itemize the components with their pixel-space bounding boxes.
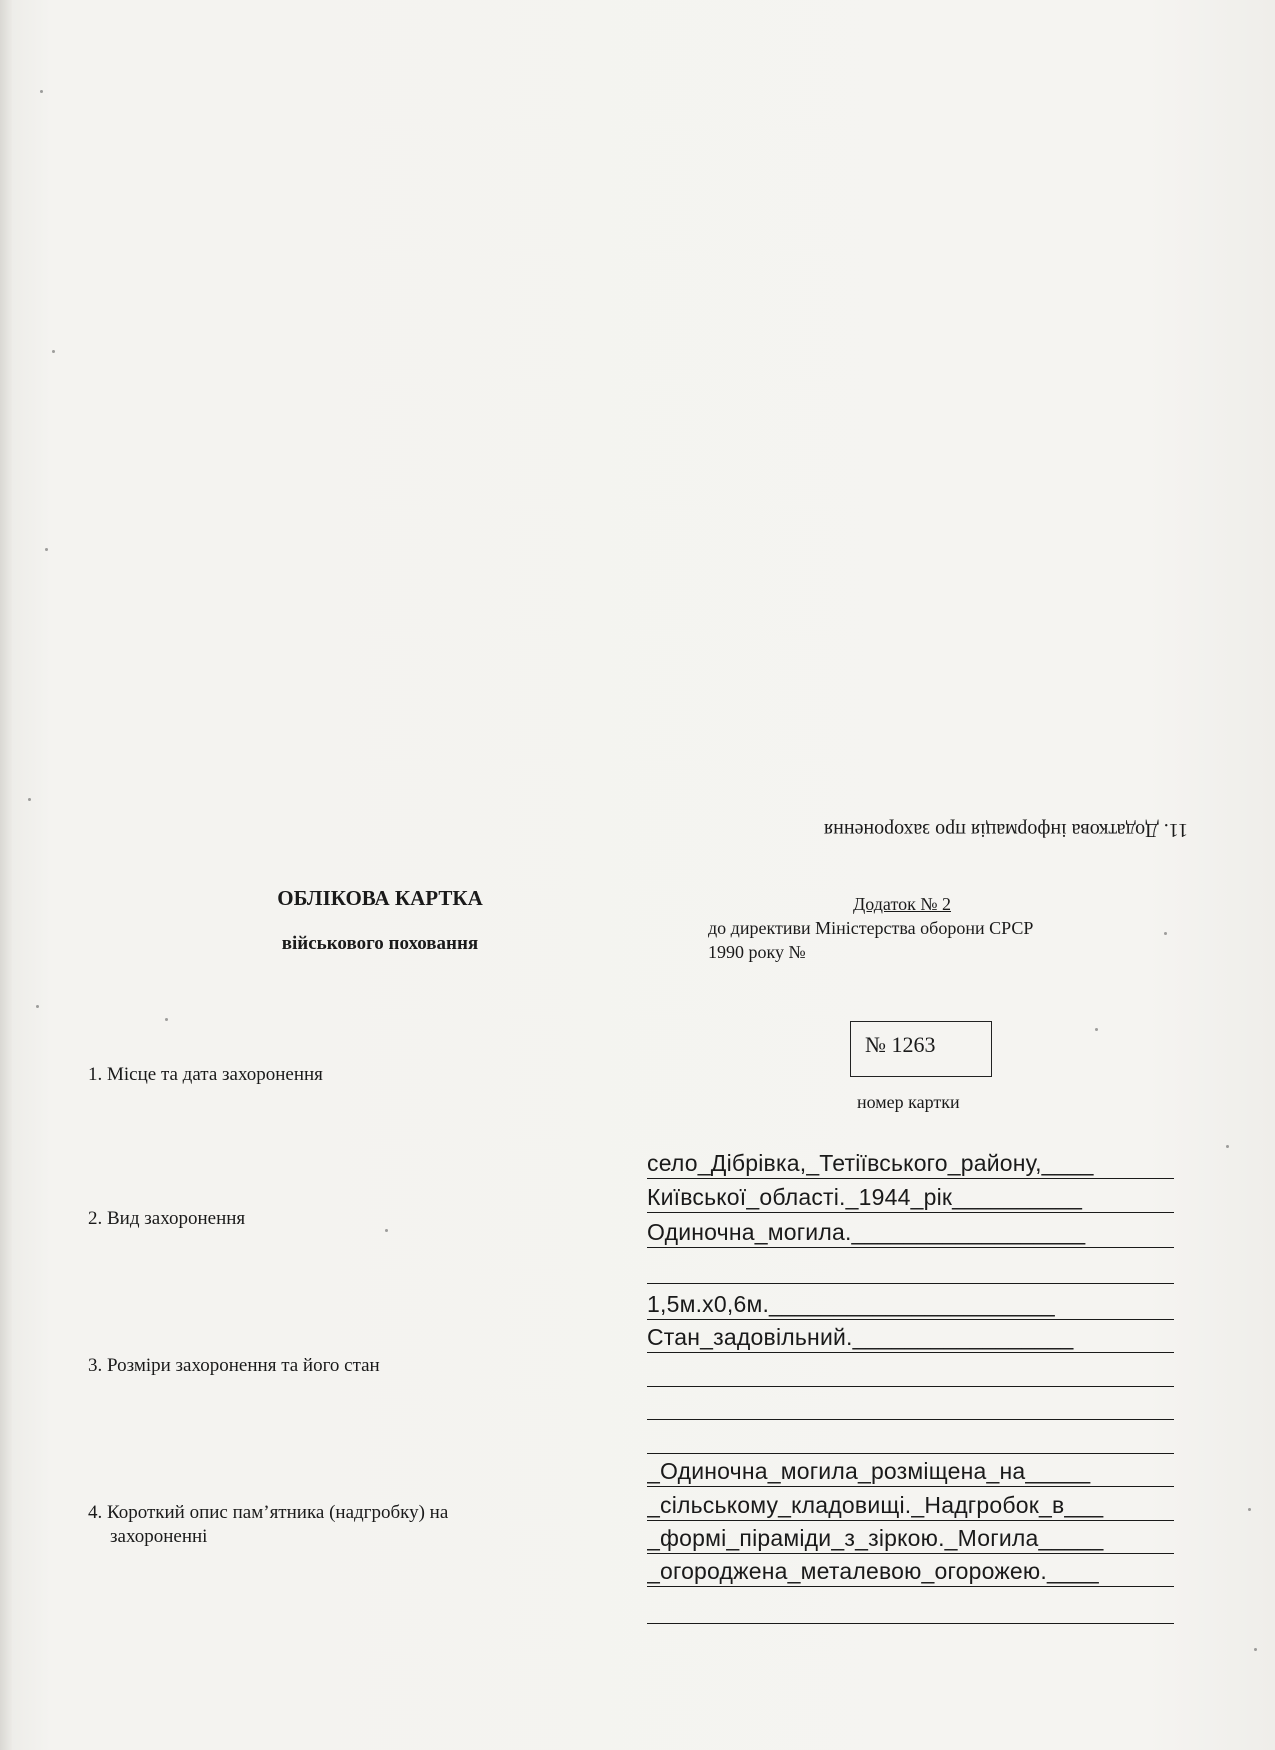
field-line: _Одиночна_могила_розміщена_на_____	[647, 1457, 1174, 1487]
scan-speck	[1248, 1508, 1251, 1511]
label-monument-description-line-2: захороненні	[110, 1526, 208, 1547]
scan-speck	[52, 350, 55, 353]
scan-speck	[1226, 1145, 1229, 1148]
addendum-title: Додаток № 2	[853, 894, 951, 914]
field-line	[647, 1390, 1174, 1420]
scan-speck	[36, 1005, 39, 1008]
field-line	[647, 1254, 1174, 1284]
card-number-box	[850, 1021, 992, 1077]
scan-speck	[1164, 932, 1167, 935]
card-subtitle: військового поховання	[281, 933, 479, 954]
label-monument-description-line-1: 4. Короткий опис пам’ятника (надгробку) на	[88, 1502, 449, 1523]
scan-edge	[0, 0, 12, 1750]
card-number: № 1263	[865, 1032, 936, 1057]
scan-speck	[165, 1018, 168, 1021]
field-line: Одиночна_могила.__________________	[647, 1218, 1174, 1248]
scan-speck	[385, 1229, 388, 1232]
label-burial-place-date: 1. Місце та дата захоронення	[88, 1064, 323, 1085]
additional-info-heading-upside-down: 11. Додаткова інформація про захоронення	[823, 819, 1188, 841]
scan-speck	[40, 90, 43, 93]
field-line	[647, 1594, 1174, 1624]
field-line	[647, 1357, 1174, 1387]
field-line: _огороджена_металевою_огорожею.____	[647, 1557, 1174, 1587]
card-number-caption: номер картки	[857, 1092, 960, 1112]
label-burial-type: 2. Вид захоронення	[88, 1208, 246, 1229]
scan-speck	[1095, 1028, 1098, 1031]
scan-speck	[45, 548, 48, 551]
card-title: ОБЛІКОВА КАРТКА	[277, 886, 483, 910]
field-line: Стан_задовільний._________________	[647, 1323, 1174, 1353]
field-line: Київської_області._1944_рік__________	[647, 1183, 1174, 1213]
scan-speck	[1254, 1648, 1257, 1651]
field-line: _сільському_кладовищі._Надгробок_в___	[647, 1491, 1174, 1521]
scan-speck	[28, 798, 31, 801]
label-monument-description	[88, 1501, 608, 1549]
addendum-block	[708, 892, 1033, 964]
label-burial-size-condition: 3. Розміри захоронення та його стан	[88, 1355, 380, 1376]
field-line: 1,5м.х0,6м.______________________	[647, 1290, 1174, 1320]
addendum-line-1: до директиви Міністерства оборони СРСР	[708, 918, 1034, 938]
field-line	[647, 1424, 1174, 1454]
addendum-line-2: 1990 року №	[708, 942, 806, 962]
field-line: село_Дібрівка,_Тетіївського_району,____	[647, 1149, 1174, 1179]
field-line: _формі_піраміди_з_зіркою._Могила_____	[647, 1524, 1174, 1554]
